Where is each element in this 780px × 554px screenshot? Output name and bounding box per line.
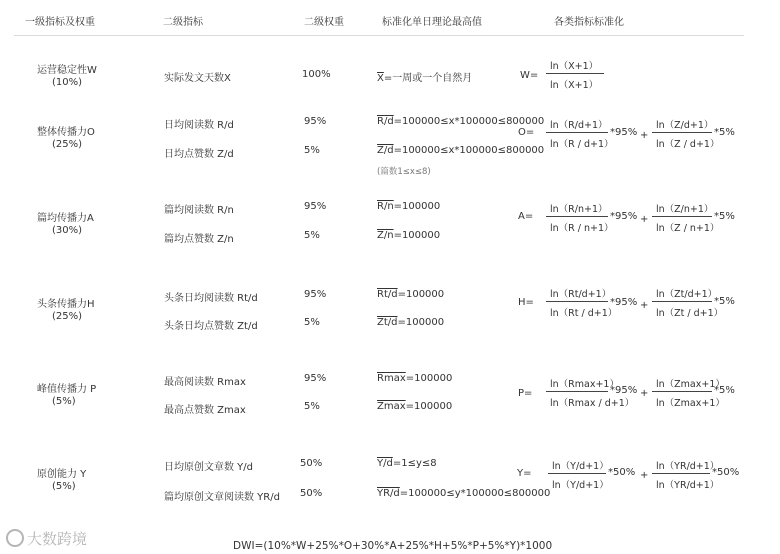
fraction-denominator: ln（R / d+1） bbox=[550, 139, 614, 150]
level2-weight: 50% bbox=[300, 488, 323, 499]
fraction-a2 bbox=[652, 201, 720, 235]
std-max-value: Rmax=100000 bbox=[377, 373, 453, 384]
fraction-denominator: ln（Zt / d+1） bbox=[656, 308, 724, 319]
fraction-denominator: ln（Rmax / d+1） bbox=[550, 398, 635, 409]
level2-weight: 95% bbox=[304, 373, 327, 384]
level1-name: 运营稳定性W bbox=[37, 65, 97, 76]
overlined-variable: YR/d bbox=[377, 488, 400, 499]
level2-name: 篇均阅读数 R/n bbox=[164, 205, 234, 216]
coefficient: *5% bbox=[714, 385, 735, 396]
fraction-bar bbox=[546, 132, 608, 133]
overlined-variable: R/d bbox=[377, 116, 394, 127]
plus-sign: + bbox=[640, 470, 649, 481]
fraction-denominator: ln（Z / d+1） bbox=[656, 139, 720, 150]
fraction-numerator: ln（Zt/d+1） bbox=[656, 289, 718, 300]
fraction-denominator: ln（Z / n+1） bbox=[656, 223, 720, 234]
header-divider bbox=[14, 35, 744, 36]
fraction-numerator: ln（R/d+1） bbox=[550, 120, 608, 131]
fraction-denominator: ln（Zmax+1） bbox=[656, 398, 725, 409]
std-max-value: Zmax=100000 bbox=[377, 401, 453, 412]
fraction-denominator: ln（Y/d+1） bbox=[552, 480, 609, 491]
formula-lhs: P= bbox=[518, 388, 533, 399]
std-max-value: R/n=100000 bbox=[377, 201, 441, 212]
level2-name: 头条日均点赞数 Zt/d bbox=[164, 321, 258, 332]
fraction-bar bbox=[546, 216, 608, 217]
fraction-bar bbox=[652, 391, 712, 392]
fraction-h1 bbox=[546, 286, 618, 320]
formula-lhs: Y= bbox=[517, 468, 532, 479]
fraction-numerator: ln（YR/d+1） bbox=[656, 461, 720, 472]
fraction-denominator: ln（Rt / d+1） bbox=[550, 308, 618, 319]
overlined-variable: $\overline{X}$ bbox=[377, 73, 384, 84]
formula-lhs: A= bbox=[518, 211, 534, 222]
overlined-variable: Zmax bbox=[377, 401, 406, 412]
level1-weight: (5%) bbox=[52, 396, 76, 407]
std-max-value: Z/n=100000 bbox=[377, 230, 441, 241]
level2-weight: 5% bbox=[304, 401, 320, 412]
coefficient: *50% bbox=[608, 467, 636, 478]
overlined-variable: Z/d bbox=[377, 145, 394, 156]
overlined-variable: Z/n bbox=[377, 230, 394, 241]
fraction-bar bbox=[652, 216, 712, 217]
std-max-value: Zt/d=100000 bbox=[377, 317, 445, 328]
watermark-logo-icon bbox=[6, 529, 24, 547]
level2-name: 日均原创文章数 Y/d bbox=[164, 462, 254, 473]
fraction-bar bbox=[652, 132, 712, 133]
level1-weight: (25%) bbox=[52, 311, 83, 322]
std-max-value: Y/d=1≤y≤8 bbox=[377, 458, 437, 469]
plus-sign: + bbox=[640, 388, 649, 399]
level1-weight: (25%) bbox=[52, 139, 83, 150]
fraction-bar bbox=[652, 301, 712, 302]
fraction-p2 bbox=[652, 376, 725, 410]
fraction-numerator: ln（Rt/d+1） bbox=[550, 289, 612, 300]
coefficient: *5% bbox=[714, 127, 735, 138]
level2-name: 篇均点赞数 Z/n bbox=[164, 234, 234, 245]
level2-weight: 95% bbox=[304, 289, 327, 300]
fraction-numerator: ln（Rmax+1） bbox=[550, 379, 619, 390]
std-max-value: R/d=100000≤x*100000≤800000 bbox=[377, 116, 545, 127]
watermark-text: 大数跨境 bbox=[27, 530, 88, 548]
coefficient: *95% bbox=[610, 211, 638, 222]
fraction-y2 bbox=[652, 458, 720, 492]
fraction-h2 bbox=[652, 286, 724, 320]
coefficient: *95% bbox=[610, 127, 638, 138]
level2-name: 头条日均阅读数 Rt/d bbox=[164, 293, 258, 304]
overlined-variable: Zt/d bbox=[377, 317, 398, 328]
std-max-value: YR/d=100000≤y*100000≤800000 bbox=[377, 488, 551, 499]
coefficient: *50% bbox=[712, 467, 740, 478]
header-level2: 二级指标 bbox=[163, 17, 203, 28]
level2-name: 日均点赞数 Z/d bbox=[164, 149, 234, 160]
fraction-a1 bbox=[546, 201, 614, 235]
fraction-bar bbox=[546, 73, 604, 74]
fraction-bar bbox=[548, 473, 606, 474]
header-level1: 一级指标及权重 bbox=[25, 17, 95, 28]
coefficient: *95% bbox=[610, 297, 638, 308]
coefficient: *5% bbox=[714, 211, 735, 222]
plus-sign: + bbox=[640, 214, 649, 225]
fraction-denominator: ln（R / n+1） bbox=[550, 223, 614, 234]
level2-weight: 95% bbox=[304, 116, 327, 127]
overlined-variable: Y/d bbox=[377, 458, 393, 469]
plus-sign: + bbox=[640, 130, 649, 141]
total-formula: DWI=(10%*W+25%*O+30%*A+25%*H+5%*P+5%*Y)*1000 bbox=[233, 540, 553, 552]
fraction-y1 bbox=[548, 458, 609, 492]
header-normalization: 各类指标标准化 bbox=[554, 17, 624, 28]
level2-name: 最高阅读数 Rmax bbox=[164, 377, 246, 388]
watermark bbox=[6, 528, 87, 549]
level2-weight: 95% bbox=[304, 201, 327, 212]
overlined-variable: R/n bbox=[377, 201, 394, 212]
fraction-bar bbox=[546, 301, 608, 302]
level1-name: 篇均传播力A bbox=[37, 213, 94, 224]
fraction-o1 bbox=[546, 117, 614, 151]
overlined-variable: Rt/d bbox=[377, 289, 398, 300]
level1-weight: (10%) bbox=[52, 77, 83, 88]
level2-name: 日均阅读数 R/d bbox=[164, 120, 234, 131]
level1-name: 原创能力 Y bbox=[37, 469, 87, 480]
level2-name: 最高点赞数 Zmax bbox=[164, 405, 246, 416]
level2-weight: 100% bbox=[302, 69, 331, 80]
plus-sign: + bbox=[640, 300, 649, 311]
fraction-bar bbox=[652, 473, 710, 474]
header-level2-weight: 二级权重 bbox=[304, 17, 344, 28]
level1-name: 头条传播力H bbox=[37, 299, 95, 310]
fraction-numerator: ln（Zmax+1） bbox=[656, 379, 725, 390]
std-max-value: $\overline{X}=$一周或一个自然月 bbox=[377, 73, 473, 84]
fraction-numerator: ln（X+1） bbox=[550, 61, 599, 72]
formula-lhs: H= bbox=[518, 297, 534, 308]
header-std-max: 标准化单日理论最高值 bbox=[382, 17, 482, 28]
fraction-numerator: ln（Y/d+1） bbox=[552, 461, 609, 472]
fraction-numerator: ln（R/n+1） bbox=[550, 204, 608, 215]
overlined-variable: Rmax bbox=[377, 373, 406, 384]
level2-weight: 5% bbox=[304, 145, 320, 156]
coefficient: *95% bbox=[610, 385, 638, 396]
level1-weight: (30%) bbox=[52, 225, 83, 236]
fraction-bar bbox=[546, 391, 608, 392]
level1-weight: (5%) bbox=[52, 481, 76, 492]
level2-weight: 5% bbox=[304, 230, 320, 241]
formula-lhs: W= bbox=[520, 70, 539, 81]
level2-weight: 5% bbox=[304, 317, 320, 328]
level2-name: 实际发文天数X bbox=[164, 73, 231, 84]
std-max-value: Rt/d=100000 bbox=[377, 289, 445, 300]
coefficient: *5% bbox=[714, 296, 735, 307]
fraction-w bbox=[546, 58, 604, 92]
std-note: (篇数1≤x≤8) bbox=[377, 167, 431, 177]
std-max-value: Z/d=100000≤x*100000≤800000 bbox=[377, 145, 545, 156]
fraction-numerator: ln（Z/n+1） bbox=[656, 204, 714, 215]
level2-weight: 50% bbox=[300, 458, 323, 469]
level2-name: 篇均原创文章阅读数 YR/d bbox=[164, 492, 280, 503]
fraction-o2 bbox=[652, 117, 720, 151]
fraction-denominator: ln（YR/d+1） bbox=[656, 480, 720, 491]
level1-name: 峰值传播力 P bbox=[37, 384, 97, 395]
formula-lhs: O= bbox=[518, 127, 535, 138]
level1-name: 整体传播力O bbox=[37, 127, 95, 138]
fraction-denominator: ln（X+1） bbox=[550, 80, 599, 91]
fraction-numerator: ln（Z/d+1） bbox=[656, 120, 714, 131]
